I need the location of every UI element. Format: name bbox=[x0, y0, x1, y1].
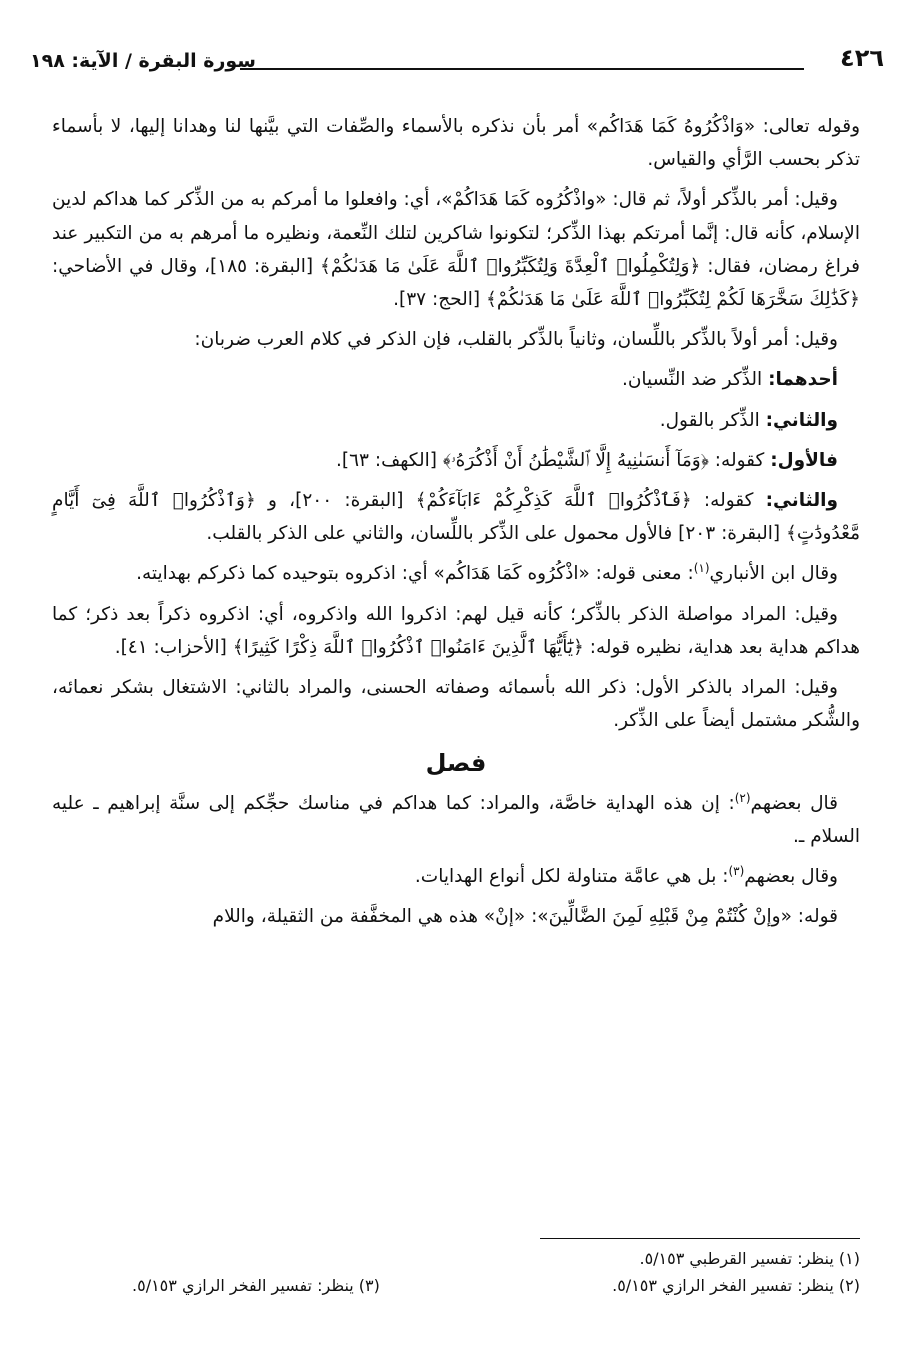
paragraph-4-text: الذِّكر ضد النِّسيان. bbox=[621, 369, 769, 391]
paragraph-12-start: وقال بعضهم bbox=[744, 866, 838, 888]
paragraph-5 bbox=[52, 404, 860, 437]
paragraph-4 bbox=[52, 363, 860, 396]
footnote-row-1 bbox=[52, 1245, 860, 1272]
label-the-first: فالأول: bbox=[770, 449, 838, 471]
paragraph-2: وقيل: أمر بالذِّكر أولاً، ثم قال: «واذْكُرُوه كَمَا هَدَاكُمْ»، أي: وافعلوا ما أمركم به من الذِّكر كما هداكم لدين الإسلام، كأنه قال: إنَّما أمرتكم بهذا الذِّكر؛ لتكونوا شاكرين لتلك النِّعمة، ونظيره ما أمرهم به من التكبير عند فراغ رمضان، فقال: ﴿وَلِتُكْمِلُوا۟ ٱلْعِدَّةَ وَلِتُكَبِّرُوا۟ ٱللَّهَ عَلَىٰ مَا هَدَىٰكُمْ﴾ [البقرة: ١٨٥]، وقال في الأضاحي: ﴿كَذَٰلِكَ سَخَّرَهَا لَكُمْ لِتُكَبِّرُوا۟ ٱللَّهَ عَلَىٰ مَا هَدَىٰكُمْ﴾ [الحج: ٣٧]. bbox=[52, 189, 860, 311]
header-rule bbox=[240, 68, 804, 70]
section-heading: فصل bbox=[425, 749, 487, 778]
paragraph-11-rest: : إن هذه الهداية خاصَّة، والمراد: كما هداكم في مناسك حجِّكم إلى سنَّة إبراهيم ـ عليه السلام ـ. bbox=[52, 792, 860, 847]
footnotes bbox=[52, 1238, 860, 1299]
paragraph-12-rest: : بل هي عامَّة متناولة لكل أنواع الهدايات. bbox=[414, 866, 729, 888]
label-first: أحدهما: bbox=[768, 369, 838, 391]
sura-title: سورة البقرة / الآية: ١٩٨ bbox=[30, 50, 256, 72]
footnote-separator bbox=[540, 1238, 860, 1239]
paragraph-1: وقوله تعالى: «وَاذْكُرُوهُ كَمَا هَدَاكُم» أمر بأن نذكره بالأسماء والصِّفات التي بيَّنها لنا وهدانا إليها، لا بأسماء تذكر بحسب الرَّأي والقياس. bbox=[52, 116, 860, 171]
label-second: والثاني: bbox=[765, 409, 838, 431]
footnote-2: (٢) ينظر: تفسير الفخر الرازي ٥/١٥٣. bbox=[612, 1276, 860, 1295]
footnote-1: (١) ينظر: تفسير القرطبي ٥/١٥٣. bbox=[639, 1249, 860, 1268]
footnote-row-2 bbox=[52, 1272, 860, 1299]
label-the-second: والثاني: bbox=[765, 490, 838, 512]
footnote-ref-1: (١) bbox=[693, 561, 710, 576]
page-number: ٤٢٦ bbox=[840, 44, 884, 72]
paragraph-8-rest: : معنى قوله: «اذْكُرُوه كَمَا هَدَاكُم» أي: اذكروه بتوحيده كما ذكركم بهدايته. bbox=[136, 563, 694, 585]
paragraph-7-text: كقوله: ﴿فَٱذْكُرُوا۟ ٱللَّهَ كَذِكْرِكُمْ ءَابَآءَكُمْ﴾ [البقرة: ٢٠٠]، و ﴿وَٱذْكُرُوا۟ ٱللَّهَ فِىٓ أَيَّامٍ مَّعْدُودَٰتٍ﴾ [البقرة: ٢٠٣] فالأول محمول على الذِّكر باللِّسان، والثاني على الذكر بالقلب. bbox=[52, 490, 860, 545]
paragraph-8 bbox=[52, 557, 860, 590]
running-header bbox=[30, 38, 884, 78]
paragraph-7 bbox=[52, 484, 860, 550]
footnote-ref-2: (٢) bbox=[734, 790, 751, 805]
footnote-3: (٣) ينظر: تفسير الفخر الرازي ٥/١٥٣. bbox=[132, 1276, 380, 1295]
footnote-ref-3: (٣) bbox=[728, 863, 745, 878]
paragraph-12 bbox=[52, 860, 860, 893]
paragraph-5-text: الذِّكر بالقول. bbox=[659, 409, 766, 431]
paragraph-3: وقيل: أمر أولاً بالذِّكر باللِّسان، وثانياً بالذِّكر بالقلب، فإن الذكر في كلام العرب ضربان: bbox=[194, 329, 838, 351]
paragraph-6 bbox=[52, 444, 860, 477]
paragraph-13: قوله: «وإنْ كُنْتُمْ مِنْ قَبْلِهِ لَمِنَ الضَّالِّينَ»: «إنْ» هذه هي المخفَّفة من الثقيلة، واللام bbox=[212, 906, 838, 928]
main-text bbox=[52, 110, 860, 940]
paragraph-10: وقيل: المراد بالذكر الأول: ذكر الله بأسمائه وصفاته الحسنى، والمراد بالثاني: الاشتغال بشكر نعمائه، والشُّكر مشتمل أيضاً على الذِّكر. bbox=[52, 677, 860, 732]
paragraph-9: وقيل: المراد مواصلة الذكر بالذِّكر؛ كأنه قيل لهم: اذكروا الله واذكروه، أي: اذكروه ذكراً بعد ذكر؛ كما هداكم هداية بعد هداية، نظيره قوله: ﴿يَٰٓأَيُّهَا ٱلَّذِينَ ءَامَنُوا۟ ٱذْكُرُوا۟ ٱللَّهَ ذِكْرًا كَثِيرًا﴾ [الأحزاب: ٤١]. bbox=[52, 603, 860, 658]
paragraph-8-start: وقال ابن الأنباري bbox=[709, 563, 838, 585]
paragraph-11 bbox=[52, 787, 860, 853]
paragraph-11-start: قال بعضهم bbox=[750, 792, 838, 814]
paragraph-6-text: كقوله: ﴿وَمَآ أَنسَىٰنِيهُ إِلَّا ٱلشَّيْطَٰنُ أَنْ أَذْكُرَهُۥ﴾ [الكهف: ٦٣]. bbox=[335, 449, 771, 471]
